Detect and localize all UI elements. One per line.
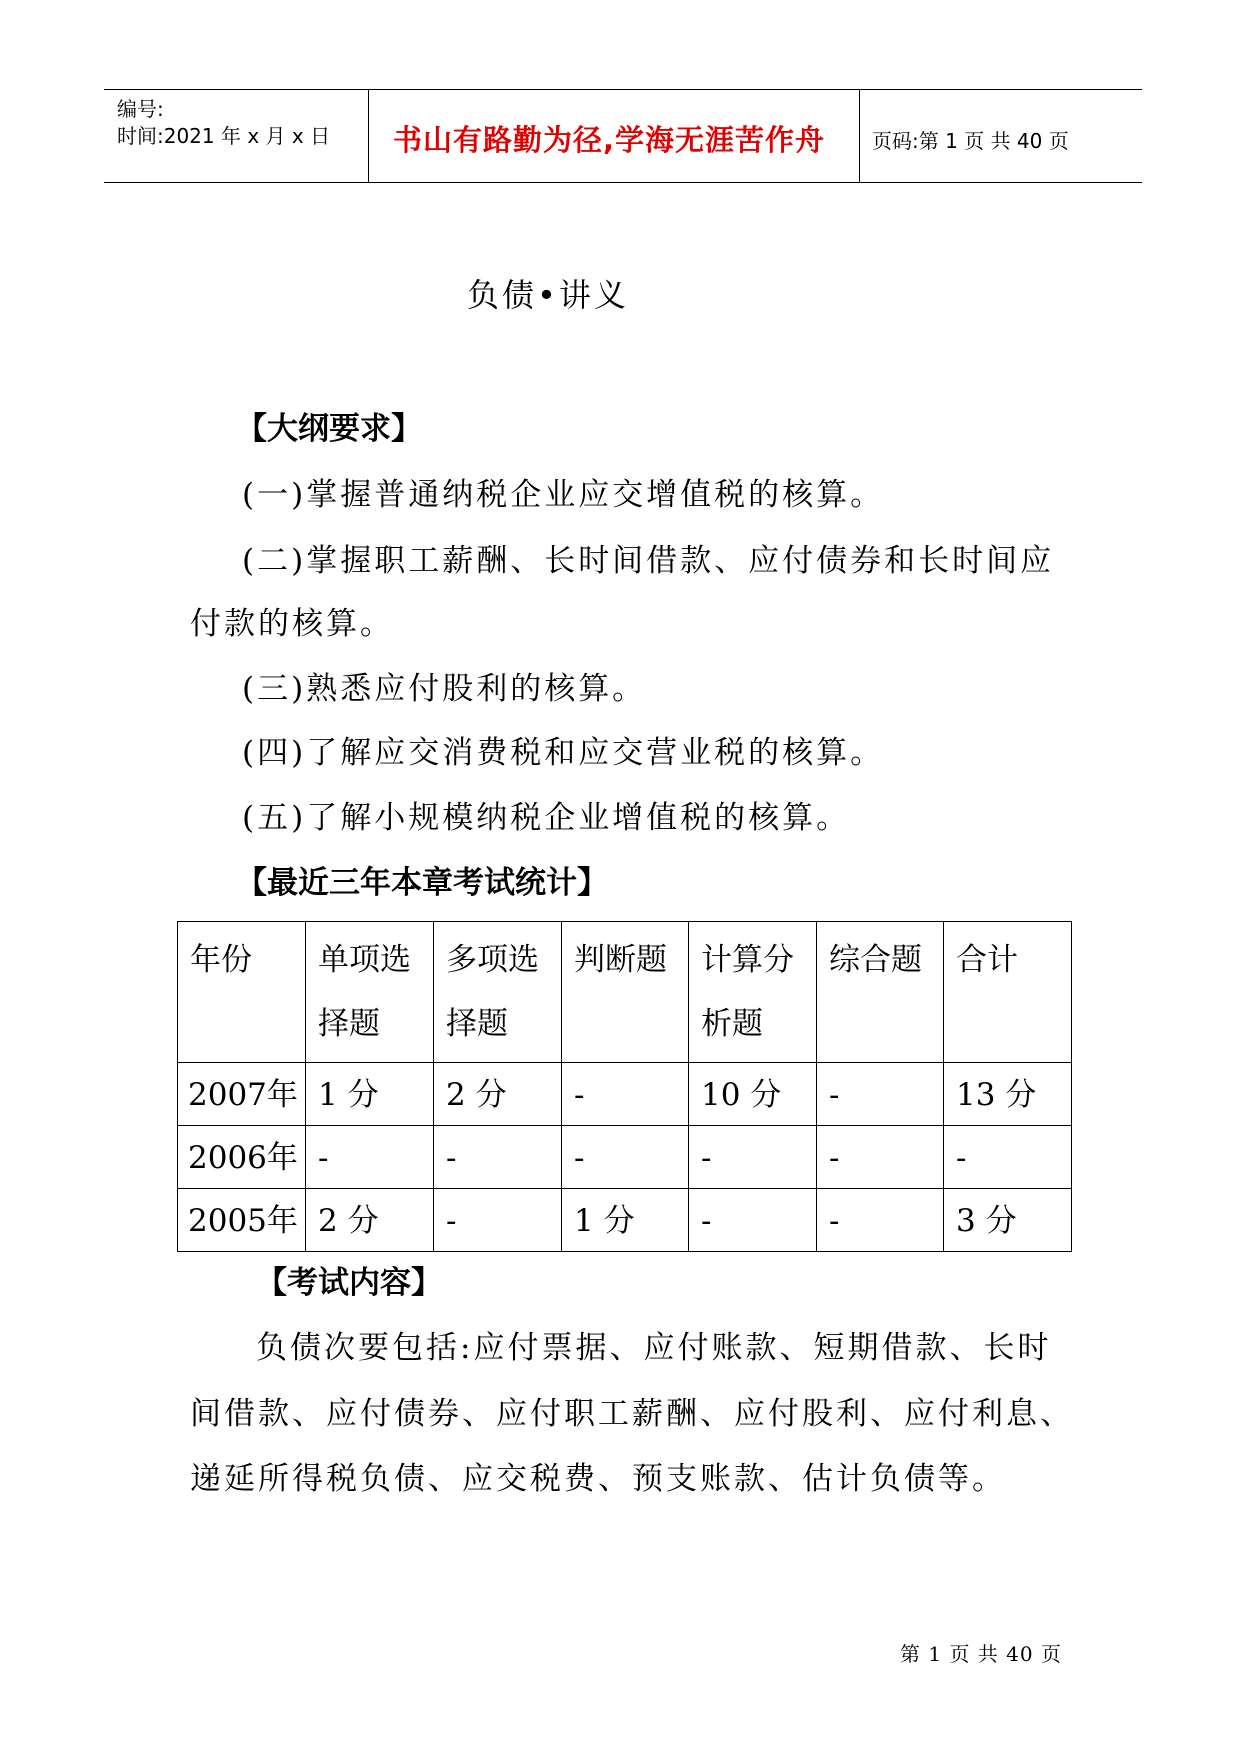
outline-item-4: (四)了解应交消费税和应交营业税的核算。 [242,735,885,771]
col-header-calculation: 计算分析题 [689,922,817,1063]
table-cell: - [434,1126,562,1189]
serial-label: 编号: [117,97,164,121]
outline-item-2-cont: 付款的核算。 [190,606,394,642]
col-header-comprehensive: 综合题 [817,922,944,1063]
table-cell: - [562,1126,689,1189]
date-label: 时间:2021 年 x 月 x 日 [117,124,331,148]
outline-item-5: (五)了解小规模纳税企业增值税的核算。 [242,800,851,836]
table-cell: 2006年 [178,1126,306,1189]
col-header-year: 年份 [178,922,306,1063]
content-line-3: 递延所得税负债、应交税费、预支账款、估计负债等。 [190,1461,1006,1497]
header-divider-left [368,89,369,183]
table-cell: - [434,1189,562,1252]
outline-item-1: (一)掌握普通纳税企业应交增值税的核算。 [242,477,885,513]
table-cell: - [817,1063,944,1126]
col-header-multi-choice: 多项选择题 [434,922,562,1063]
content-heading: 【考试内容】 [256,1265,442,1301]
col-header-single-choice: 单项选择题 [306,922,434,1063]
header-bottom-rule [104,182,1142,183]
table-cell: - [306,1126,434,1189]
content-line-2: 间借款、应付债券、应付职工薪酬、应付股利、应付利息、 [190,1396,1074,1432]
header-top-rule [104,89,1142,90]
table-row [178,1126,1072,1189]
outline-item-2: (二)掌握职工薪酬、长时间借款、应付债券和长时间应 [242,543,1055,579]
table-cell: 2005年 [178,1189,306,1252]
table-cell: - [944,1126,1072,1189]
table-cell: - [817,1189,944,1252]
table-row [178,1189,1072,1252]
outline-heading: 【大纲要求】 [236,411,422,447]
table-cell: - [689,1126,817,1189]
motto: 书山有路勤为径,学海无涯苦作舟 [393,123,826,157]
doc-title: 负债•讲义 [467,276,629,314]
col-header-true-false: 判断题 [562,922,689,1063]
page-info: 页码:第 1 页 共 40 页 [872,129,1069,153]
table-cell: 13 分 [944,1063,1072,1126]
table-cell: 1 分 [562,1189,689,1252]
col-header-total: 合计 [944,922,1072,1063]
outline-item-3: (三)熟悉应付股利的核算。 [242,671,647,707]
table-header-row [178,922,1072,1063]
table-cell: 2007年 [178,1063,306,1126]
exam-stats-table [177,921,1072,1252]
header-divider-right [859,89,860,183]
table-cell: 10 分 [689,1063,817,1126]
table-cell: 2 分 [306,1189,434,1252]
table-cell: 2 分 [434,1063,562,1126]
table-cell: 3 分 [944,1189,1072,1252]
table-cell: - [562,1063,689,1126]
table-cell: 1 分 [306,1063,434,1126]
table-cell: - [689,1189,817,1252]
table-row [178,1063,1072,1126]
content-line-1: 负债次要包括:应付票据、应付账款、短期借款、长时 [256,1330,1052,1366]
table-cell: - [817,1126,944,1189]
stats-heading: 【最近三年本章考试统计】 [236,865,608,901]
page-footer: 第 1 页 共 40 页 [900,1642,1062,1666]
